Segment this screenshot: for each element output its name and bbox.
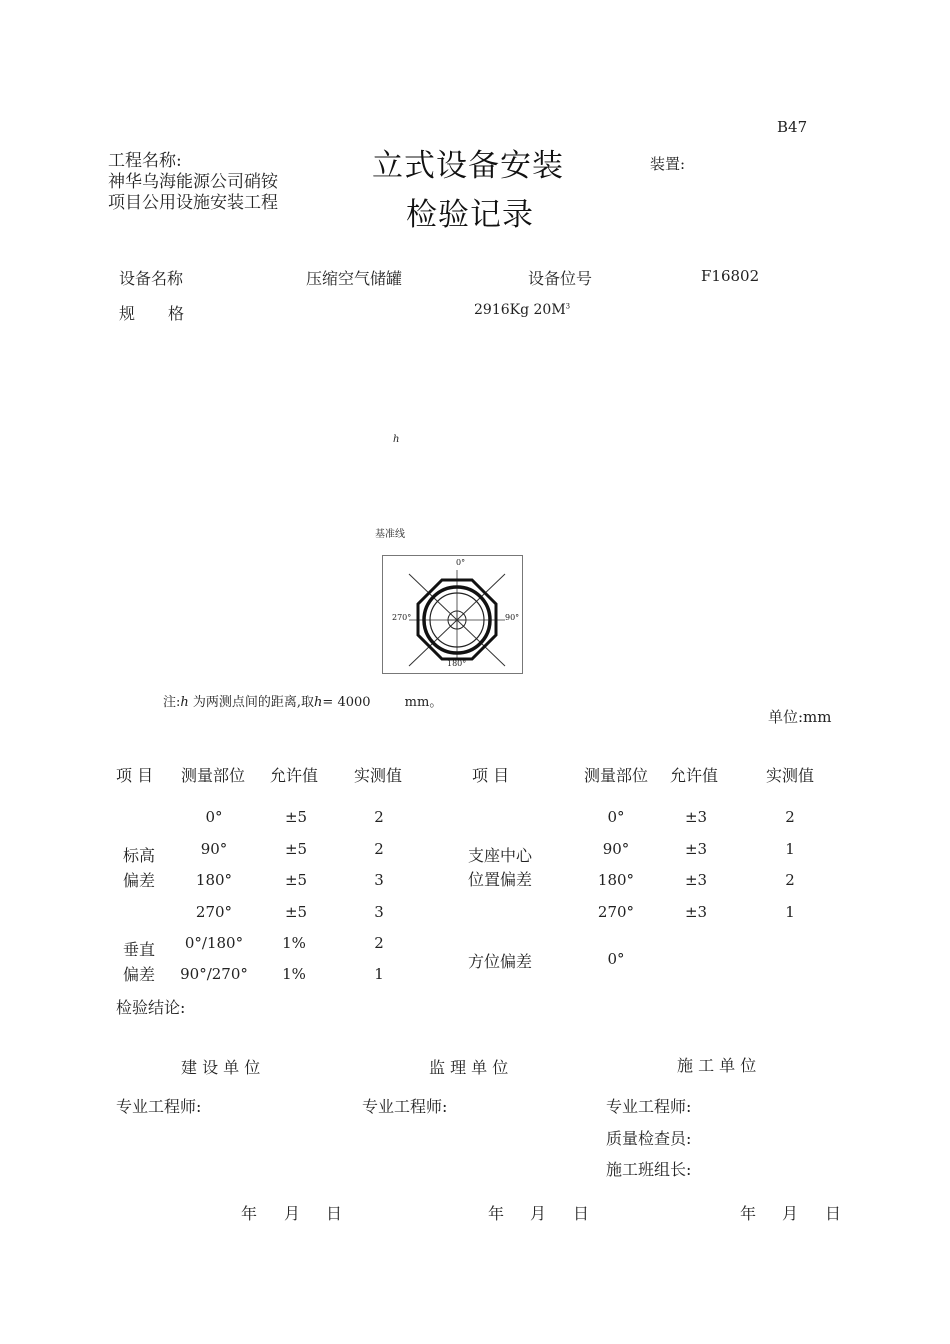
contractor-date-day: 日	[825, 1204, 842, 1223]
note-unit: mm。	[404, 695, 443, 710]
equipment-name-label: 设备名称	[119, 269, 184, 288]
project-label: 工程名称:	[108, 151, 182, 171]
support-row-3-value: 1	[785, 903, 795, 921]
support-row-0-part: 0°	[607, 808, 625, 826]
support-row-3-allow: ±3	[684, 903, 708, 921]
note-h: h	[180, 695, 189, 710]
equipment-name-value: 压缩空气储罐	[306, 269, 403, 288]
header-part-right: 测量部位	[584, 766, 649, 785]
orientation-label: 方位偏差	[468, 952, 533, 971]
angle-label-180: 180°	[447, 659, 467, 668]
vertical-row-1-part: 90°/270°	[180, 965, 248, 983]
angle-label-0: 0°	[456, 558, 466, 567]
contractor-date-month: 月	[782, 1204, 799, 1223]
owner-date-month: 月	[284, 1204, 301, 1223]
elevation-row-3-part: 270°	[195, 903, 233, 921]
elevation-row-1-allow: ±5	[284, 840, 308, 858]
header-measured: 实测值	[354, 766, 403, 785]
owner-unit-label: 建 设 单 位	[181, 1058, 261, 1077]
angle-label-90: 90°	[505, 613, 520, 622]
vertical-row-0-part: 0°/180°	[184, 934, 244, 952]
form-code: B47	[777, 118, 808, 136]
equipment-tag-label: 设备位号	[528, 269, 593, 288]
note-eq: = 4000	[322, 695, 371, 710]
elevation-row-1-part: 90°	[200, 840, 228, 858]
note-mid: 为两测点间的距离,取	[192, 695, 315, 710]
project-name-line2: 项目公用设施安装工程	[108, 193, 278, 213]
supervisor-date-day: 日	[573, 1204, 590, 1223]
support-row-0-allow: ±3	[684, 808, 708, 826]
spec-label-char1: 规	[119, 304, 136, 323]
vertical-row-0-value: 2	[374, 934, 384, 952]
support-label-2: 位置偏差	[468, 870, 533, 889]
spec-value-text: 2916Kg 20M	[474, 302, 566, 318]
support-row-2-value: 2	[785, 871, 795, 889]
page-title-line2: 检验记录	[406, 197, 534, 233]
elevation-row-3-allow: ±5	[284, 903, 308, 921]
device-label: 装置:	[650, 155, 686, 173]
vertical-label-2: 偏差	[123, 965, 156, 984]
owner-date-day: 日	[326, 1204, 343, 1223]
h-dimension-label: h	[393, 434, 400, 445]
supervisor-date-year: 年	[488, 1204, 505, 1223]
support-label-1: 支座中心	[468, 846, 533, 865]
supervisor-date-month: 月	[530, 1204, 547, 1223]
vertical-label-1: 垂直	[123, 940, 156, 959]
spec-label-char2: 格	[168, 304, 185, 323]
support-row-3-part: 270°	[597, 903, 635, 921]
angle-label-270: 270°	[392, 613, 412, 622]
diagram-note	[163, 691, 442, 710]
page-title-line1: 立式设备安装	[372, 148, 564, 184]
elevation-label-1: 标高	[123, 846, 156, 865]
elevation-row-3-value: 3	[374, 903, 384, 921]
vertical-row-1-allow: 1%	[282, 965, 306, 983]
header-item: 项 目	[116, 766, 154, 785]
elevation-row-2-allow: ±5	[284, 871, 308, 889]
unit-label: 单位:mm	[768, 708, 832, 726]
support-row-2-part: 180°	[597, 871, 635, 889]
supervisor-engineer-label: 专业工程师:	[362, 1097, 448, 1116]
elevation-row-1-value: 2	[374, 840, 384, 858]
support-row-1-allow: ±3	[684, 840, 708, 858]
owner-date-year: 年	[241, 1204, 258, 1223]
note-prefix: 注:	[163, 695, 181, 710]
contractor-unit-label: 施 工 单 位	[677, 1056, 757, 1075]
elevation-label-2: 偏差	[123, 871, 156, 890]
support-row-1-part: 90°	[602, 840, 630, 858]
spec-value	[474, 302, 570, 318]
elevation-row-2-value: 3	[374, 871, 384, 889]
header-allow-right: 允许值	[670, 766, 719, 785]
header-item-right: 项 目	[472, 766, 510, 785]
header-allow: 允许值	[270, 766, 319, 785]
vertical-row-0-allow: 1%	[282, 934, 306, 952]
header-part: 测量部位	[181, 766, 246, 785]
elevation-row-0-allow: ±5	[284, 808, 308, 826]
project-name-line1: 神华乌海能源公司硝铵	[108, 172, 278, 192]
support-row-0-value: 2	[785, 808, 795, 826]
supervisor-unit-label: 监 理 单 位	[429, 1058, 509, 1077]
contractor-engineer-label: 专业工程师:	[606, 1097, 692, 1116]
support-row-1-value: 1	[785, 840, 795, 858]
conclusion-label: 检验结论:	[116, 998, 186, 1017]
owner-engineer-label: 专业工程师:	[116, 1097, 202, 1116]
elevation-row-0-value: 2	[374, 808, 384, 826]
quality-inspector-label: 质量检查员:	[606, 1129, 692, 1148]
team-leader-label: 施工班组长:	[606, 1160, 692, 1179]
elevation-row-0-part: 0°	[205, 808, 223, 826]
baseline-label: 基准线	[375, 529, 405, 540]
header-measured-right: 实测值	[766, 766, 815, 785]
vertical-row-1-value: 1	[374, 965, 384, 983]
support-row-2-allow: ±3	[684, 871, 708, 889]
spec-value-superscript: 3	[565, 302, 571, 311]
note-h-2: h	[314, 695, 323, 710]
elevation-row-2-part: 180°	[195, 871, 233, 889]
orientation-part: 0°	[607, 950, 625, 968]
equipment-tag-value: F16802	[701, 267, 760, 285]
contractor-date-year: 年	[740, 1204, 757, 1223]
